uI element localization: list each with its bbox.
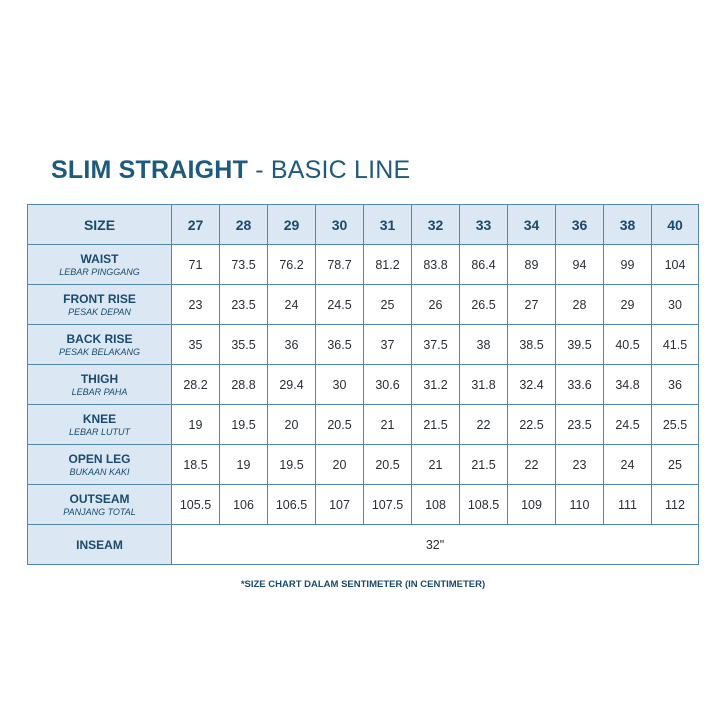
size-cell: 38 — [604, 205, 652, 245]
size-cell: 32 — [412, 205, 460, 245]
value-cell: 107 — [316, 485, 364, 525]
value-cell: 25 — [364, 285, 412, 325]
row-sublabel: PANJANG TOTAL — [63, 506, 136, 517]
value-cell: 71 — [172, 245, 220, 285]
value-cell: 37.5 — [412, 325, 460, 365]
size-chart-body — [28, 205, 699, 565]
value-cell: 31.2 — [412, 365, 460, 405]
value-cell: 33.6 — [556, 365, 604, 405]
table-row — [28, 485, 699, 525]
row-sublabel: LEBAR PINGGANG — [59, 266, 140, 277]
value-cell: 37 — [364, 325, 412, 365]
row-label: OPEN LEG — [68, 451, 131, 466]
value-cell: 19.5 — [220, 405, 268, 445]
value-cell: 41.5 — [652, 325, 699, 365]
value-cell: 30 — [316, 365, 364, 405]
value-cell: 22.5 — [508, 405, 556, 445]
row-label-cell — [28, 285, 172, 325]
size-cell: 40 — [652, 205, 699, 245]
value-cell: 36.5 — [316, 325, 364, 365]
value-cell: 19 — [172, 405, 220, 445]
value-cell: 25 — [652, 445, 699, 485]
table-row — [28, 285, 699, 325]
inseam-label: INSEAM — [76, 537, 123, 552]
row-sublabel: BUKAAN KAKI — [69, 466, 130, 477]
value-cell: 35 — [172, 325, 220, 365]
value-cell: 24.5 — [316, 285, 364, 325]
size-chart-table — [27, 204, 699, 565]
value-cell: 110 — [556, 485, 604, 525]
value-cell: 86.4 — [460, 245, 508, 285]
value-cell: 38.5 — [508, 325, 556, 365]
value-cell: 78.7 — [316, 245, 364, 285]
value-cell: 39.5 — [556, 325, 604, 365]
value-cell: 19.5 — [268, 445, 316, 485]
value-cell: 31.8 — [460, 365, 508, 405]
value-cell: 21 — [412, 445, 460, 485]
value-cell: 20 — [316, 445, 364, 485]
value-cell: 25.5 — [652, 405, 699, 445]
value-cell: 29.4 — [268, 365, 316, 405]
inseam-label-cell — [28, 525, 172, 565]
value-cell: 83.8 — [412, 245, 460, 285]
value-cell: 112 — [652, 485, 699, 525]
row-sublabel: LEBAR PAHA — [71, 386, 128, 397]
row-label: KNEE — [82, 411, 117, 426]
value-cell: 32.4 — [508, 365, 556, 405]
value-cell: 22 — [508, 445, 556, 485]
row-sublabel: LEBAR LUTUT — [68, 426, 130, 437]
value-cell: 35.5 — [220, 325, 268, 365]
size-cell: 31 — [364, 205, 412, 245]
size-cell: 28 — [220, 205, 268, 245]
title-sub: - BASIC LINE — [248, 156, 411, 184]
table-row — [28, 405, 699, 445]
value-cell: 22 — [460, 405, 508, 445]
value-cell: 38 — [460, 325, 508, 365]
value-cell: 40.5 — [604, 325, 652, 365]
value-cell: 23 — [172, 285, 220, 325]
value-cell: 23.5 — [556, 405, 604, 445]
row-label-cell — [28, 365, 172, 405]
value-cell: 109 — [508, 485, 556, 525]
value-cell: 27 — [508, 285, 556, 325]
value-cell: 34.8 — [604, 365, 652, 405]
value-cell: 73.5 — [220, 245, 268, 285]
page-title — [51, 156, 410, 185]
value-cell: 81.2 — [364, 245, 412, 285]
value-cell: 28.2 — [172, 365, 220, 405]
value-cell: 111 — [604, 485, 652, 525]
footnote: *SIZE CHART DALAM SENTIMETER (IN CENTIMETER) — [240, 579, 486, 590]
table-row — [28, 365, 699, 405]
value-cell: 107.5 — [364, 485, 412, 525]
value-cell: 108.5 — [460, 485, 508, 525]
value-cell: 36 — [268, 325, 316, 365]
value-cell: 36 — [652, 365, 699, 405]
value-cell: 21.5 — [460, 445, 508, 485]
size-cell: 30 — [316, 205, 364, 245]
value-cell: 24 — [604, 445, 652, 485]
row-sublabel: PESAK BELAKANG — [58, 346, 141, 357]
value-cell: 20.5 — [364, 445, 412, 485]
value-cell: 20.5 — [316, 405, 364, 445]
value-cell: 23.5 — [220, 285, 268, 325]
inseam-row — [28, 525, 699, 565]
value-cell: 23 — [556, 445, 604, 485]
value-cell: 29 — [604, 285, 652, 325]
size-cell: 33 — [460, 205, 508, 245]
value-cell: 30 — [652, 285, 699, 325]
value-cell: 76.2 — [268, 245, 316, 285]
value-cell: 89 — [508, 245, 556, 285]
size-cell: 27 — [172, 205, 220, 245]
row-label-cell — [28, 245, 172, 285]
value-cell: 106 — [220, 485, 268, 525]
row-label-cell — [28, 485, 172, 525]
row-label-cell — [28, 445, 172, 485]
value-cell: 24.5 — [604, 405, 652, 445]
value-cell: 18.5 — [172, 445, 220, 485]
title-main: SLIM STRAIGHT — [51, 156, 249, 184]
table-row — [28, 445, 699, 485]
row-label: OUTSEAM — [69, 491, 130, 506]
value-cell: 104 — [652, 245, 699, 285]
value-cell: 19 — [220, 445, 268, 485]
row-label-cell — [28, 405, 172, 445]
row-label: THIGH — [80, 371, 119, 386]
value-cell: 26.5 — [460, 285, 508, 325]
row-label: FRONT RISE — [63, 291, 136, 306]
value-cell: 99 — [604, 245, 652, 285]
value-cell: 20 — [268, 405, 316, 445]
table-row — [28, 325, 699, 365]
value-cell: 26 — [412, 285, 460, 325]
row-label-cell — [28, 325, 172, 365]
value-cell: 28 — [556, 285, 604, 325]
table-row — [28, 245, 699, 285]
value-cell: 108 — [412, 485, 460, 525]
header-row — [28, 205, 699, 245]
value-cell: 21.5 — [412, 405, 460, 445]
value-cell: 24 — [268, 285, 316, 325]
value-cell: 30.6 — [364, 365, 412, 405]
value-cell: 106.5 — [268, 485, 316, 525]
size-cell: 34 — [508, 205, 556, 245]
value-cell: 28.8 — [220, 365, 268, 405]
value-cell: 21 — [364, 405, 412, 445]
row-label: BACK RISE — [66, 331, 133, 346]
row-sublabel: PESAK DEPAN — [68, 306, 131, 317]
inseam-value-cell: 32" — [172, 525, 699, 565]
value-cell: 105.5 — [172, 485, 220, 525]
row-label: WAIST — [80, 251, 119, 266]
size-cell: 36 — [556, 205, 604, 245]
size-header-cell: SIZE — [28, 205, 172, 245]
value-cell: 94 — [556, 245, 604, 285]
size-cell: 29 — [268, 205, 316, 245]
